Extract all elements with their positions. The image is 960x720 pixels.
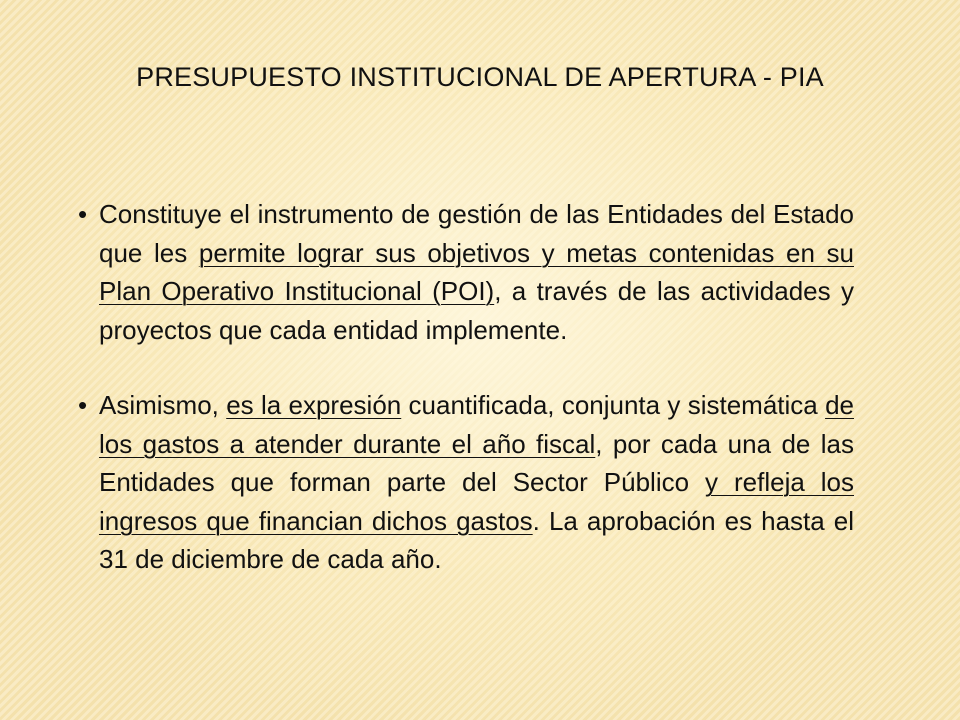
text-segment: . La aprobación es hasta el 31 de diciembre de cada año. [99, 505, 854, 574]
underlined-text-segment: y refleja los ingresos que financian dichos gastos [99, 467, 854, 536]
bullet-icon: • [78, 199, 88, 229]
text-segment: cuantificada, conjunta y sistemática [401, 390, 826, 420]
text-segment: , por cada una de las Entidades que forman parte del Sector Público [99, 428, 854, 497]
bullet-paragraph-1 [78, 195, 854, 349]
underlined-text-segment: permite lograr sus objetivos y metas contenidas en su Plan Operativo Institucional (POI) [99, 237, 854, 306]
slide-title: PRESUPUESTO INSTITUCIONAL DE APERTURA - PIA [136, 62, 824, 92]
text-segment: Asimismo, [99, 390, 227, 420]
underlined-text-segment: es la expresión [226, 390, 402, 420]
bullet-icon: • [78, 390, 88, 420]
slide-body [78, 195, 854, 579]
text-segment: Constituye el instrumento de gestión de las Entidades del Estado que les [99, 199, 854, 268]
bullet-paragraph-2 [78, 386, 854, 579]
text-segment: , a través de las actividades y proyectos que cada entidad implemente. [99, 276, 854, 345]
underlined-text-segment: de los gastos a atender durante el año fiscal [99, 390, 854, 459]
